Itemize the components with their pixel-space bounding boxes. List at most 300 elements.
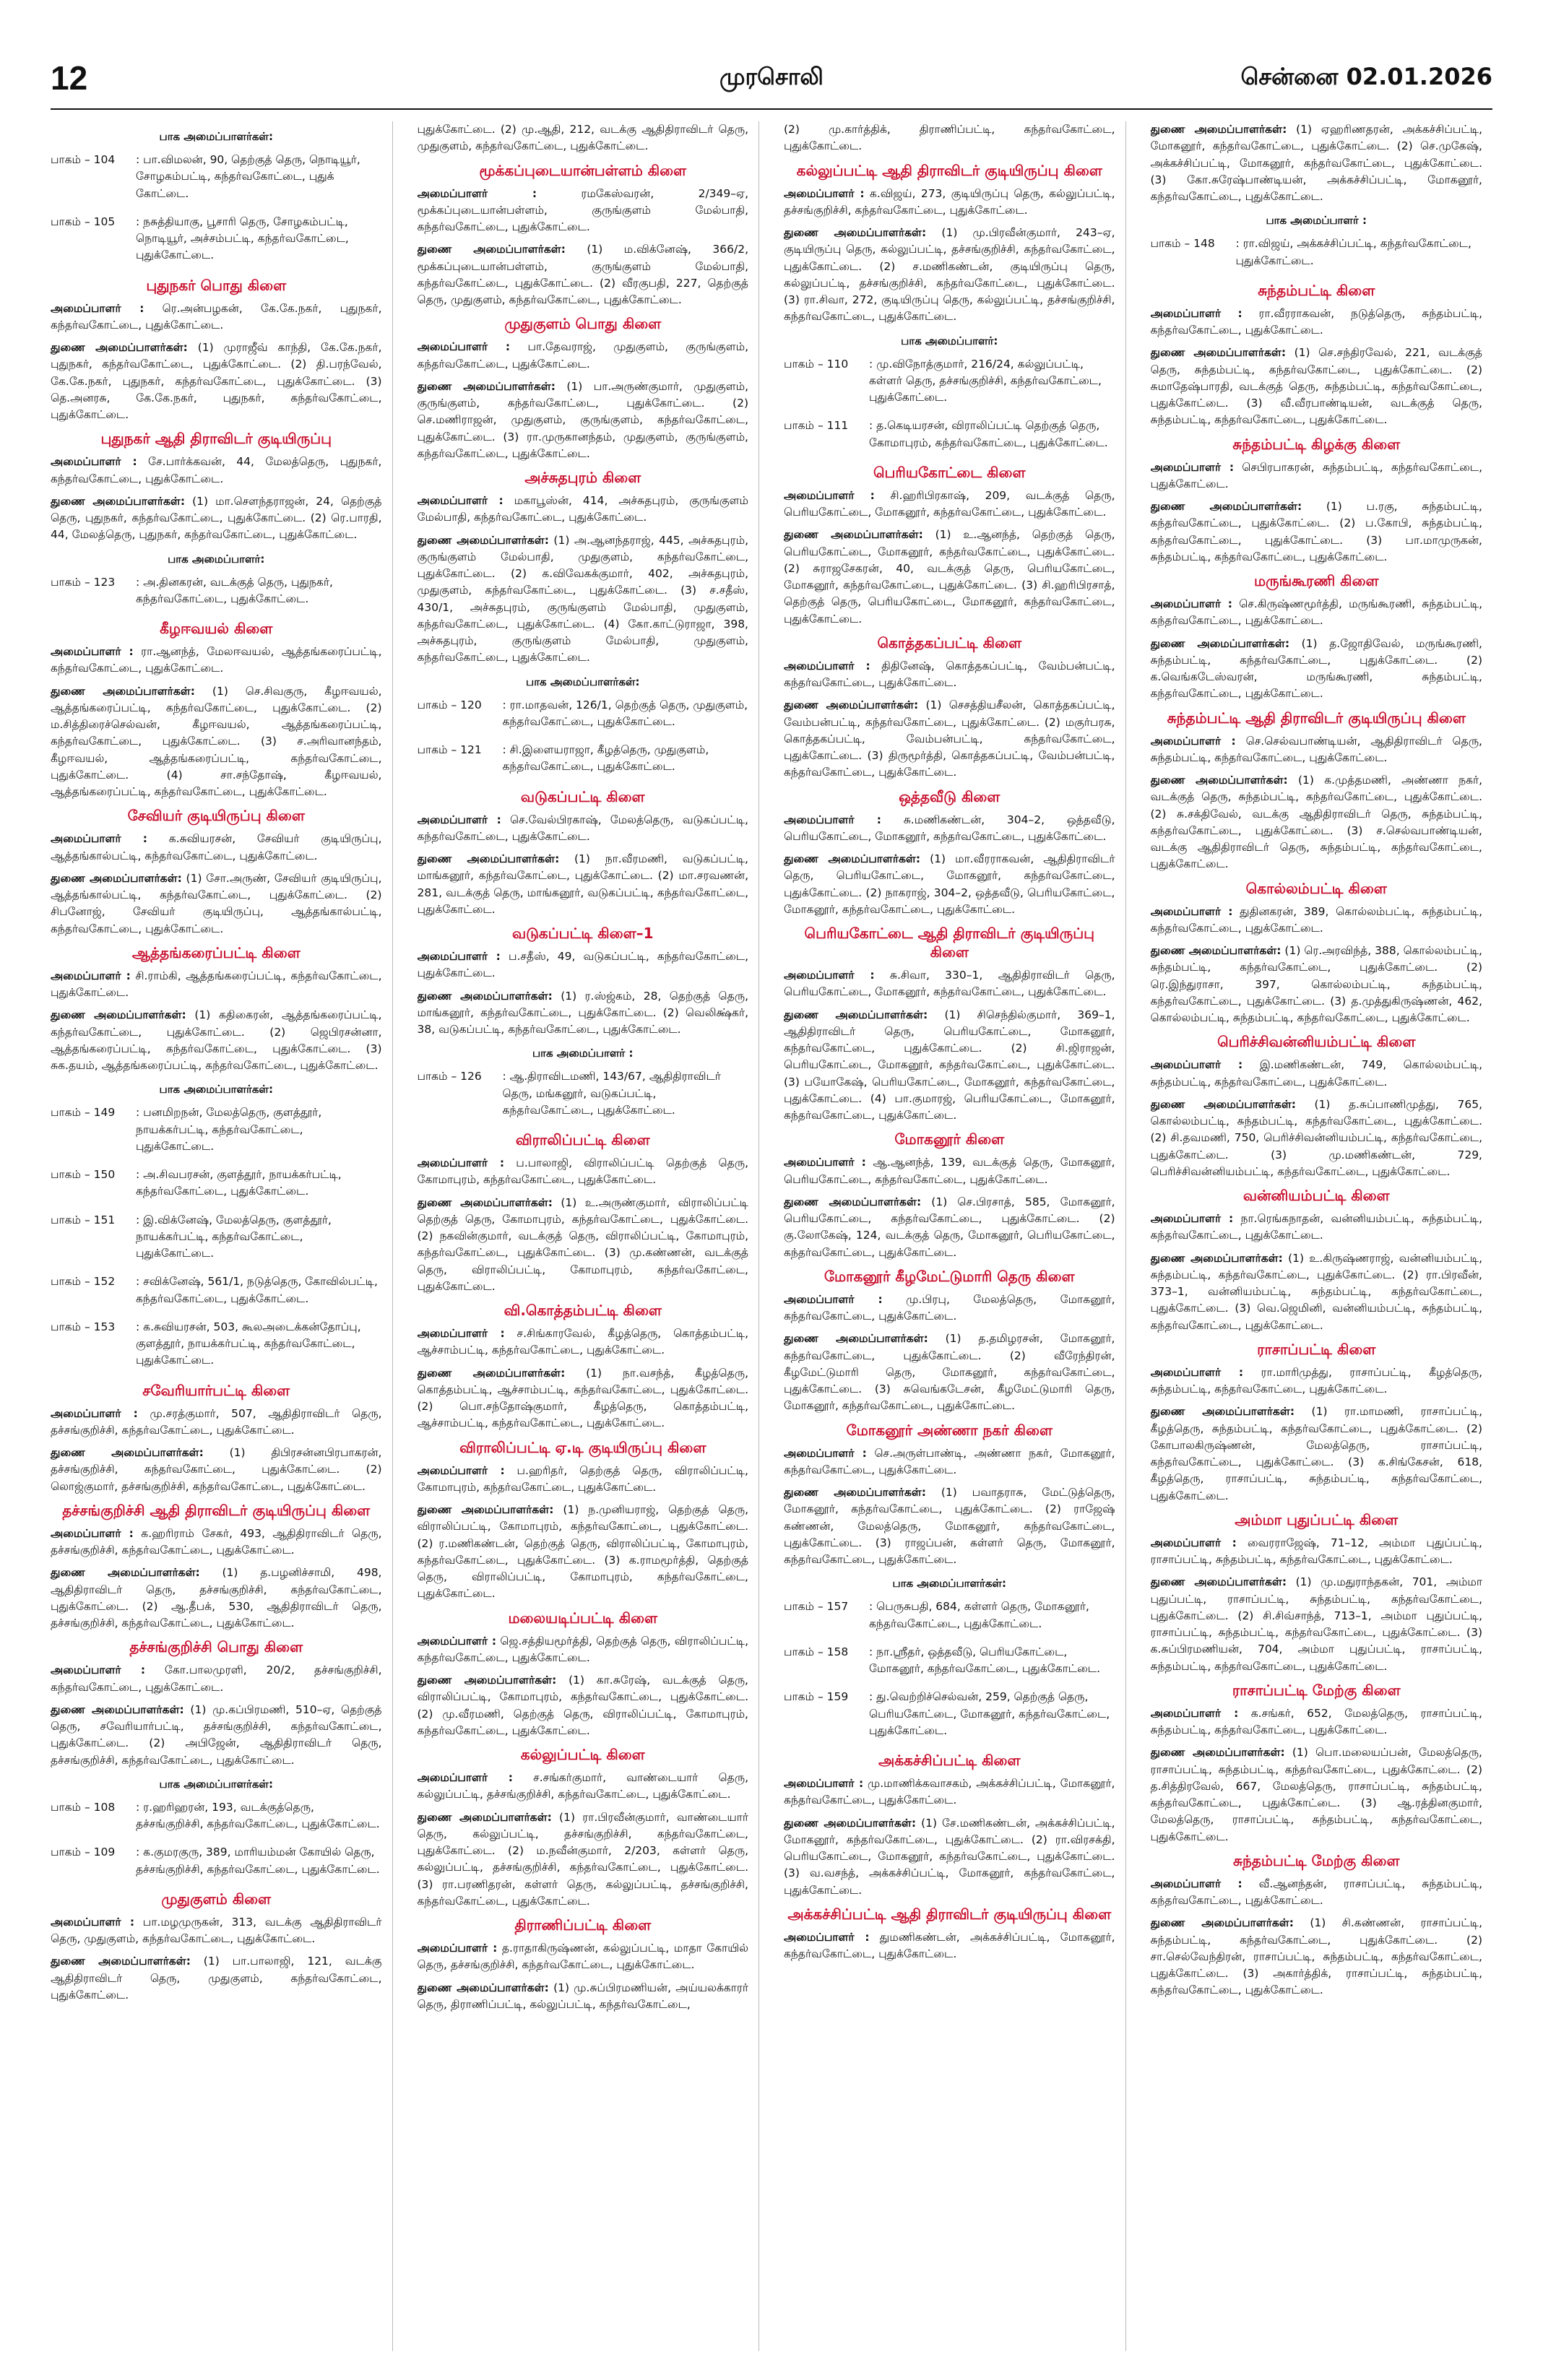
role-label: அமைப்பாளர் : bbox=[1150, 904, 1233, 918]
member-entry bbox=[784, 1484, 1115, 1568]
member-details: சே.பார்க்கவன், 44, மேலத்தெரு, புதுநகர், கந்தர்வகோட்டை, புதுக்கோட்டை. bbox=[51, 455, 382, 485]
role-label: துணை அமைப்பாளர்கள்: bbox=[784, 852, 921, 865]
branch-heading: சவேரியார்பட்டி கிளை bbox=[142, 1381, 290, 1399]
booth-entry bbox=[784, 356, 1115, 407]
branch-heading: முதுகுளம் கிளை bbox=[161, 1890, 272, 1908]
member-entry bbox=[418, 493, 749, 527]
member-details: த.ராதாகிருஷ்ணன், கல்லுப்பட்டி, மாதா கோயில் தெரு, தச்சங்குறிச்சி, கந்தர்வகோட்டை, புதுக்கோட்டை. bbox=[417, 1942, 748, 1972]
member-entry bbox=[784, 488, 1115, 522]
role-label: அமைப்பாளர் : bbox=[417, 813, 501, 826]
member-details: (1) உ.அருண்குமார், விராலிப்பட்டி தெற்குத் தெரு, கோமாபுரம், கந்தர்வகோட்டை, புதுக்கோட்டை. (2) நகவின்குமார், வடக்குத் தெரு, விராலிப்பட்டி, கோமாபுரம், கந்தர்வகோட்டை, புதுக்கோட்டை. (3) மு.கண்ணன், வடக்குத் தெரு, விராலிப்பட்டி, கோமாபுரம், கந்தர்வகோட்டை, புதுக்கோட்டை. bbox=[417, 1195, 748, 1293]
member-entry bbox=[51, 870, 382, 938]
role-label: துணை அமைப்பாளர்கள்: bbox=[417, 533, 549, 547]
member-details: (1) ரா.மாமணி, ராசாப்பட்டி, கீழத்தெரு, சுந்தம்பட்டி, கந்தர்வகோட்டை, புதுக்கோட்டை. (2) கோபாலகிருஷ்ணன், மேலத்தெரு, ராசாப்பட்டி, கந்தர்வகோட்டை, புதுக்கோட்டை. (3) க.சிங்கேசன், 618, கீழத்தெரு, ராசாப்பட்டி, சுந்தம்பட்டி, கந்தர்வகோட்டை, புதுக்கோட்டை. bbox=[1150, 1405, 1483, 1502]
role-label: துணை அமைப்பாளர்கள்: bbox=[784, 1195, 922, 1208]
member-details: (1) பொ.மலையப்பன், மேலத்தெரு, ராசாப்பட்டி, சுந்தம்பட்டி, கந்தர்வகோட்டை, புதுக்கோட்டை. (2) த.சித்திரவேல், 667, மேலத்தெரு, ராசாப்பட்டி, சுந்தம்பட்டி, கந்தர்வகோட்டை, புதுக்கோட்டை. (3) ஆ.ரத்தினகுமார், மேலத்தெரு, ராசாப்பட்டி, சுந்தம்பட்டி, கந்தர்வகோட்டை, புதுக்கோட்டை. bbox=[1150, 1746, 1482, 1843]
role-label: அமைப்பாளர் : bbox=[417, 494, 503, 507]
branch-heading: சேவியர் குடியிருப்பு கிளை bbox=[127, 807, 305, 825]
role-label: அமைப்பாளர் : bbox=[784, 1292, 883, 1306]
member-details: (1) சோ.அருண், சேவியர் குடியிருப்பு, ஆத்தங்கால்பட்டி, கந்தர்வகோட்டை, புதுக்கோட்டை. (2) சிபனோஜ், சேவியர் குடியிருப்பு, ஆத்தங்கால்பட்டி, கந்தர்வகோட்டை, புதுக்கோட்டை. bbox=[51, 871, 382, 935]
masthead bbox=[51, 56, 1492, 100]
role-label: அமைப்பாளர் : bbox=[1150, 1058, 1243, 1072]
role-label: அமைப்பாளர் : bbox=[51, 1526, 134, 1540]
role-label: அமைப்பாளர் : bbox=[1150, 1365, 1244, 1379]
booth-number: பாகம் – 151 bbox=[51, 1213, 116, 1226]
member-entry bbox=[1151, 306, 1483, 339]
member-details: செ.செல்வபாண்டியன், ஆதிதிராவிடர் தெரு, சுந்தம்பட்டி, கந்தர்வகோட்டை, புதுக்கோட்டை. bbox=[1150, 734, 1482, 764]
booth-entry bbox=[51, 1273, 382, 1307]
role-label: அமைப்பாளர் : bbox=[417, 1327, 505, 1340]
branch-heading: சுந்தம்பட்டி ஆதி திராவிடர் குடியிருப்பு கிளை bbox=[1167, 709, 1466, 727]
role-label: துணை அமைப்பாளர்கள்: bbox=[1150, 346, 1287, 360]
member-details: (1) சி.கண்ணன், ராசாப்பட்டி, சுந்தம்பட்டி, கந்தர்வகோட்டை, புதுக்கோட்டை. (2) சா.செல்வேந்திரன், ராசாப்பட்டி, சுந்தம்பட்டி, கந்தர்வகோட்டை, புதுக்கோட்டை. (3) அகார்த்திக், ராசாப்பட்டி, சுந்தம்பட்டி, கந்தர்வகோட்டை, புதுக்கோட்டை. bbox=[1150, 1916, 1482, 1997]
member-entry bbox=[418, 241, 749, 308]
member-entry bbox=[1151, 904, 1483, 938]
role-label: துணை அமைப்பாளர்கள்: bbox=[51, 1955, 191, 1968]
booth-number: பாகம் – 123 bbox=[51, 575, 116, 589]
member-details: (1) ம.விக்னேஷ், 366/2, மூக்கப்புடையான்பள்ளம், குருங்குளம் மேல்பாதி, கந்தர்வகோட்டை, புதுக்கோட்டை. (2) வீரகுபதி, 227, தெற்குத் தெரு, முதுகுளம், கந்தர்வகோட்டை, புதுக்கோட்டை. bbox=[417, 243, 748, 306]
member-entry bbox=[784, 812, 1115, 846]
booth-number: பாகம் – 126 bbox=[417, 1070, 482, 1083]
member-entry bbox=[1151, 1057, 1483, 1091]
member-entry bbox=[418, 339, 749, 373]
role-label: அமைப்பாளர் : bbox=[51, 455, 137, 469]
branch-heading: கல்லுப்பட்டி கிளை bbox=[520, 1746, 645, 1763]
role-label: துணை அமைப்பாளர்கள்: bbox=[51, 684, 195, 698]
role-label: துணை அமைப்பாளர்கள்: bbox=[417, 1366, 566, 1380]
member-details: (1) பா.பாலாஜி, 121, வடக்கு ஆதிதிராவிடர் தெரு, முதுகுளம், கந்தர்வகோட்டை, புதுக்கோட்டை. bbox=[51, 1955, 382, 2002]
member-details: திதினேஷ், கொத்தகப்பட்டி, வேம்பன்பட்டி, கந்தர்வகோட்டை, புதுக்கோட்டை. bbox=[784, 659, 1115, 689]
member-entry bbox=[1151, 1096, 1483, 1180]
subsection-heading: பாக அமைப்பாளர்: bbox=[901, 334, 998, 347]
role-label: துணை அமைப்பாளர்கள்: bbox=[1150, 500, 1302, 513]
role-label: துணை அமைப்பாளர்கள்: bbox=[51, 1702, 184, 1716]
member-details: (1) செ.பிரசாத், 585, மோகனூர், பெரியகோட்டை, கந்தர்வகோட்டை, புதுக்கோட்டை. (2) கு.லோகேஷ், 124, வடக்குத் தெரு, மோகனூர், பெரியகோட்டை, கந்தர்வகோட்டை, புதுக்கோட்டை. bbox=[784, 1195, 1115, 1259]
member-details: (1) ப.ரகு, சுந்தம்பட்டி, கந்தர்வகோட்டை, புதுக்கோட்டை. (2) ப.கோபி, சுந்தம்பட்டி, கந்தர்வகோட்டை, புதுக்கோட்டை. (3) பா.மாமுருகன், சுந்தம்பட்டி, கந்தர்வகோட்டை, புதுக்கோட்டை. bbox=[1150, 500, 1482, 563]
paper-name: முரசொலி bbox=[719, 63, 824, 90]
member-details: (1) நா.வீரமணி, வடுகப்பட்டி, மாங்கனூர், கந்தர்வகோட்டை, புதுக்கோட்டை. (2) மா.சரவணன், 281, வடக்குத் தெரு, மாங்கனூர், வடுகப்பட்டி, கந்தர்வகோட்டை, புதுக்கோட்டை. bbox=[417, 852, 748, 916]
member-details: (1) த.சுப்பாணிமுத்து, 765, கொல்லம்பட்டி, சுந்தம்பட்டி, கந்தர்வகோட்டை, புதுக்கோட்டை. (2) சி.தவமணி, 750, பெரிச்சிவன்னியம்பட்டி, கந்தர்வகோட்டை, புதுக்கோட்டை. (3) மு.மணிகண்டன், 729, பெரிச்சிவன்னியம்பட்டி, கந்தர்வகோட்டை, புதுக்கோட்டை. bbox=[1150, 1097, 1482, 1178]
booth-entry bbox=[784, 1644, 1115, 1678]
subsection-heading: பாக அமைப்பாளர்: bbox=[168, 552, 265, 566]
role-label: அமைப்பாளர் : bbox=[417, 1634, 497, 1648]
member-entry bbox=[418, 1325, 749, 1359]
booth-number: பாகம் – 120 bbox=[417, 698, 482, 711]
member-entry bbox=[51, 968, 382, 1002]
role-label: அமைப்பாளர் : bbox=[51, 645, 134, 658]
branch-heading: கொத்தகப்பட்டி கிளை bbox=[877, 633, 1022, 652]
member-entry bbox=[418, 851, 749, 918]
booth-number: பாகம் – 108 bbox=[51, 1800, 116, 1814]
member-entry bbox=[1151, 636, 1483, 703]
dateline: சென்னை 02.01.2026 bbox=[1240, 63, 1492, 90]
member-details: ப.பாலாஜி, விராலிப்பட்டி தெற்குத் தெரு, கோமாபுரம், கந்தர்வகோட்டை, புதுக்கோட்டை. bbox=[417, 1156, 748, 1187]
booth-details: : பெருசுபதி, 684, கள்ளர் தெரு, மோகனூர், கந்தர்வகோட்டை, புதுக்கோட்டை. bbox=[869, 1600, 1089, 1630]
member-entry bbox=[418, 532, 749, 667]
member-entry bbox=[51, 493, 382, 544]
member-entry bbox=[418, 1463, 749, 1497]
role-label: துணை அமைப்பாளர்கள்: bbox=[1150, 1746, 1285, 1760]
member-entry bbox=[1151, 498, 1483, 566]
member-entry bbox=[784, 1929, 1115, 1963]
branch-heading: ஆத்தங்கரைப்பட்டி கிளை bbox=[131, 943, 301, 961]
role-label: அமைப்பாளர் : bbox=[417, 1771, 513, 1784]
member-details: செ.கிருஷ்ணமூர்த்தி, மருங்கூரணி, சுந்தம்பட்டி, கந்தர்வகோட்டை, புதுக்கோட்டை. bbox=[1150, 597, 1483, 628]
member-entry bbox=[51, 644, 382, 678]
member-details: ப.ஹரிதர், தெற்குத் தெரு, விராலிப்பட்டி, கோமாபுரம், கந்தர்வகோட்டை, புதுக்கோட்டை. bbox=[417, 1463, 748, 1494]
booth-entry bbox=[784, 417, 1115, 451]
booth-number: பாகம் – 109 bbox=[51, 1845, 116, 1859]
role-label: அமைப்பாளர் : bbox=[784, 488, 875, 502]
booth-number: பாகம் – 111 bbox=[784, 419, 849, 433]
booth-details: : க.குமரகுரு, 389, மாரியம்மன் கோயில் தெரு, தச்சங்குறிச்சி, கந்தர்வகோட்டை, புதுக்கோட்டை. bbox=[136, 1845, 380, 1876]
member-details: (1) க.முத்தமணி, அண்ணா நகர், வடக்குத் தெரு, சுந்தம்பட்டி, கந்தர்வகோட்டை, புதுக்கோட்டை. (2) சு.சக்திவேல், வடக்கு ஆதிதிராவிடர் தெரு, சுந்தம்பட்டி, கந்தர்வகோட்டை, புதுக்கோட்டை. (3) ச.செல்வபாண்டியன், வடக்கு ஆதிதிராவிடர் தெரு, சுந்தம்பட்டி, கந்தர்வகோட்டை, புதுக்கோட்டை. bbox=[1150, 774, 1483, 871]
role-label: அமைப்பாளர் : bbox=[1150, 1536, 1237, 1549]
member-entry bbox=[51, 831, 382, 865]
member-details: துதினகரன், 389, கொல்லம்பட்டி, சுந்தம்பட்டி, கந்தர்வகோட்டை, புதுக்கோட்டை. bbox=[1150, 904, 1482, 935]
member-entry bbox=[51, 1445, 382, 1495]
booth-entry bbox=[784, 1689, 1115, 1739]
role-label: துணை அமைப்பாளர்கள்: bbox=[784, 1486, 926, 1499]
member-details: பா.மழமுருகன், 313, வடக்கு ஆதிதிராவிடர் தெரு, முதுகுளம், கந்தர்வகோட்டை, புதுக்கோட்டை. bbox=[51, 1915, 382, 1945]
role-label: அமைப்பாளர் : bbox=[784, 1446, 867, 1460]
role-label: துணை அமைப்பாளர்கள்: bbox=[1150, 774, 1288, 787]
booth-details: : து.வெற்றிச்செல்வன், 259, தெற்குத் தெரு, பெரியகோட்டை, மோகனூர், கந்தர்வகோட்டை, புதுக்கோட்டை. bbox=[869, 1690, 1110, 1737]
member-details: பா.தேவராஜ், முதுகுளம், குருங்குளம், கந்தர்வகோட்டை, புதுக்கோட்டை. bbox=[417, 340, 748, 371]
member-details: (1) செ.சந்திரவேல், 221, வடக்குத் தெரு, சுந்தம்பட்டி, கந்தர்வகோட்டை, புதுக்கோட்டை. (2) சுமாதேஷ்பாரதி, வடக்குத் தெரு, சுந்தம்பட்டி, கந்தர்வகோட்டை, புதுக்கோட்டை. (3) வீ.வீரபாண்டியன், வடக்குத் தெரு, சுந்தம்பட்டி, கந்தர்வகோட்டை, புதுக்கோட்டை. bbox=[1150, 346, 1482, 427]
booth-details: : சி.இளையராஜா, கீழத்தெரு, முதுகுளம், கந்தர்வகோட்டை, புதுக்கோட்டை. bbox=[502, 743, 709, 774]
branch-heading: மோகனூர் அண்ணா நகர் கிளை bbox=[846, 1421, 1053, 1439]
member-details: (1) ர.ஸ்ஜ்கம், 28, தெற்குத் தெரு, மாங்கனூர், கந்தர்வகோட்டை, புதுக்கோட்டை. (2) வெலிக்ஷ்கர், 38, வடுகப்பட்டி, கந்தர்வகோட்டை, புதுக்கோட்டை. bbox=[417, 989, 748, 1036]
member-entry bbox=[418, 1672, 749, 1739]
branch-heading: மோகனூர் கிளை bbox=[894, 1130, 1005, 1148]
member-entry bbox=[1151, 1403, 1483, 1505]
booth-entry bbox=[51, 152, 382, 202]
role-label: துணை அமைப்பாளர்கள்: bbox=[417, 243, 566, 256]
member-entry bbox=[51, 1702, 382, 1769]
member-details: (1) பா.அருண்குமார், முதுகுளம், குருங்குளம், கந்தர்வகோட்டை, புதுக்கோட்டை. (2) செ.மணிராஜன், முதுகுளம், குருங்குளம், கந்தர்வகோட்டை, புதுக்கோட்டை. (3) ரா.முருகானந்தம், முதுகுளம், குருங்குளம், கந்தர்வகோட்டை, புதுக்கோட்டை. bbox=[417, 379, 748, 460]
role-label: துணை அமைப்பாளர்கள்: bbox=[417, 1503, 554, 1516]
role-label: துணை அமைப்பாளர்கள்: bbox=[1150, 636, 1290, 650]
member-entry bbox=[1151, 1876, 1483, 1910]
member-details: (1) முராஜீவ் காந்தி, கே.கே.நகர், புதுநகர், கந்தர்வகோட்டை, புதுக்கோட்டை. (2) தி.பரந்வேல், கே.கே.நகர், புதுநகர், கந்தர்வகோட்டை, புதுக்கோட்டை. (3) தெ.அனரசு, கே.கே.நகர், புதுநகர், கந்தர்வகோட்டை, புதுக்கோட்டை. bbox=[51, 341, 382, 421]
role-label: துணை அமைப்பாளர்கள்: bbox=[1150, 1575, 1287, 1589]
role-label: அமைப்பாளர் : bbox=[51, 832, 148, 846]
member-entry bbox=[1151, 596, 1483, 630]
article-columns bbox=[51, 121, 1492, 2351]
booth-entry bbox=[51, 1844, 382, 1878]
member-entry bbox=[51, 1914, 382, 1948]
member-entry bbox=[51, 1007, 382, 1074]
booth-number: பாகம் – 150 bbox=[51, 1168, 116, 1181]
role-label: அமைப்பாளர் : bbox=[784, 1777, 864, 1790]
member-entry bbox=[418, 1195, 749, 1296]
member-entry bbox=[784, 1007, 1115, 1125]
member-entry bbox=[418, 1980, 749, 2014]
role-label: அமைப்பாளர் : bbox=[1150, 734, 1236, 748]
member-entry bbox=[784, 967, 1115, 1001]
member-details: மகாபூஸ்ன், 414, அச்சுதபுரம், குருங்குளம் மேல்பாதி, கந்தர்வகோட்டை, புதுக்கோட்டை. bbox=[417, 494, 748, 524]
member-entry bbox=[51, 683, 382, 801]
member-details: (1) ரா.பிரவீன்குமார், வாண்டையார் தெரு, கல்லுப்பட்டி, தச்சங்குறிச்சி, கந்தர்வகோட்டை, புதுக்கோட்டை. (2) ம.நவீன்குமார், 2/203, கள்ளர் தெரு, கல்லுப்பட்டி, தச்சங்குறிச்சி, கந்தர்வகோட்டை, புதுக்கோட்டை. (3) ரா.பரணிதரன், கள்ளர் தெரு, கல்லுப்பட்டி, தச்சங்குறிச்சி, கந்தர்வகோட்டை, புதுக்கோட்டை. bbox=[417, 1810, 748, 1908]
booth-details: : பா.விமலன், 90, தெற்குத் தெரு, நொடியூர், சோழகம்பட்டி, கந்தர்வகோட்டை, புதுக் கோட்டை. bbox=[136, 153, 360, 200]
branch-heading: விராலிப்பட்டி ஏ.டி குடியிருப்பு கிளை bbox=[459, 1438, 706, 1456]
branch-heading: மருங்கூரணி கிளை bbox=[1253, 572, 1379, 589]
role-label: அமைப்பாளர் : bbox=[784, 969, 875, 982]
member-entry bbox=[1151, 772, 1483, 873]
role-label: துணை அமைப்பாளர்கள்: bbox=[51, 494, 186, 508]
booth-details: : நசுத்தியாகு, பூசாரி தெரு, சோழகம்பட்டி, நொடியூர், அச்சம்பட்டி, கந்தர்வகோட்டை, புதுக்கோட்டை. bbox=[136, 215, 349, 262]
member-entry bbox=[1151, 1744, 1483, 1845]
role-label: அமைப்பாளர் : bbox=[51, 969, 131, 982]
booth-details: : த.கெடியரசன், விராலிப்பட்டி தெற்குத் தெரு, கோமாபுரம், கந்தர்வகோட்டை, புதுக்கோட்டை. bbox=[869, 419, 1108, 449]
column-1 bbox=[51, 121, 393, 2351]
member-details: மு.மாணிக்கவாசகம், அக்கச்சிப்பட்டி, மோகனூர், கந்தர்வகோட்டை, புதுக்கோட்டை. bbox=[784, 1777, 1115, 1807]
member-entry bbox=[784, 658, 1115, 692]
member-entry bbox=[784, 225, 1115, 326]
booth-number: பாகம் – 157 bbox=[784, 1600, 849, 1614]
member-entry bbox=[418, 988, 749, 1039]
member-entry bbox=[418, 948, 749, 982]
booth-number: பாகம் – 121 bbox=[417, 743, 482, 756]
role-label: துணை அமைப்பாளர்கள்: bbox=[784, 226, 927, 239]
member-details: (1) ஏஹரிணதரன், அக்கச்சிப்பட்டி, மோகனூர், கந்தர்வகோட்டை, புதுக்கோட்டை. (2) செ.முகேஷ், அக்கச்சிப்பட்டி, மோகனூர், கந்தர்வகோட்டை, புதுக்கோட்டை. (3) கோ.சுரேஷ்பாண்டியன், அக்கச்சிப்பட்டி, மோகனூர், கந்தர்வகோட்டை, புதுக்கோட்டை. bbox=[1150, 123, 1482, 203]
role-label: துணை அமைப்பாளர்கள்: bbox=[417, 1981, 549, 1994]
role-label: அமைப்பாளர் : bbox=[784, 813, 881, 826]
column-3 bbox=[784, 121, 1126, 2351]
member-entry bbox=[418, 1770, 749, 1804]
member-details: மு.சரத்குமார், 507, ஆதிதிராவிடர் தெரு, தச்சங்குறிச்சி, கந்தர்வகோட்டை, புதுக்கோட்டை. bbox=[51, 1406, 382, 1437]
member-entry bbox=[51, 454, 382, 488]
subsection-heading: பாக அமைப்பாளர்கள்: bbox=[526, 675, 640, 688]
member-details: (1) பவாதராசு, மேட்டுத்தெரு, மோகனூர், கந்தர்வகோட்டை, புதுக்கோட்டை. (2) ராஜேஷ் கண்ணன், மேலத்தெரு, மோகனூர், கந்தர்வகோட்டை, புதுக்கோட்டை. (3) ராஜப்பன், கள்ளர் தெரு, மோகனூர், கந்தர்வகோட்டை, புதுக்கோட்டை. bbox=[784, 1486, 1115, 1566]
booth-entry bbox=[784, 1598, 1115, 1632]
subsection-heading: பாக அமைப்பாளர் : bbox=[532, 1047, 634, 1060]
member-entry bbox=[51, 1953, 382, 2004]
role-label: அமைப்பாளர் : bbox=[1150, 597, 1232, 610]
member-details: (1) திபிரசன்னபிரபாகரன், தச்சங்குறிச்சி, கந்தர்வகோட்டை, புதுக்கோட்டை. (2) லொஜ்குமார், தச்சங்குறிச்சி, கந்தர்வகோட்டை, புதுக்கோட்டை. bbox=[51, 1446, 382, 1493]
booth-details: : ர.ஹரிஹரன், 193, வடக்குத்தெரு, தச்சங்குறிச்சி, கந்தர்வகோட்டை, புதுக்கோட்டை. bbox=[136, 1800, 380, 1830]
member-details: (1) நா.வசந்த், கீழத்தெரு, கொத்தம்பட்டி, ஆச்சாம்பட்டி, கந்தர்வகோட்டை, புதுக்கோட்டை. (2) பொ.சந்தோஷ்குமார், கீழத்தெரு, கொத்தம்பட்டி, ஆச்சாம்பட்டி, கந்தர்வகோட்டை, புதுக்கோட்டை. bbox=[417, 1366, 748, 1430]
member-details: வைரராஜேஷ், 71–12, அம்மா புதுப்பட்டி, ராசாப்பட்டி, சுந்தம்பட்டி, கந்தர்வகோட்டை, புதுக்கோட்டை. bbox=[1150, 1536, 1482, 1566]
member-details: (1) செசத்தியசீலன், கொத்தகப்பட்டி, வேம்பன்பட்டி, கந்தர்வகோட்டை, புதுக்கோட்டை. (2) மகுர்பரசு, கொத்தகப்பட்டி, வேம்பன்பட்டி, கந்தர்வகோட்டை, புதுக்கோட்டை. (3) திருமூர்த்தி, கொத்தகப்பட்டி, வேம்பன்பட்டி, கந்தர்வகோட்டை, புதுக்கோட்டை. bbox=[784, 698, 1115, 779]
booth-details: : நா.ஸ்ரீதர், ஒத்தவீடு, பெரியகோட்டை, மோகனூர், கந்தர்வகோட்டை, புதுக்கோட்டை. bbox=[869, 1645, 1101, 1675]
page-number: 12 bbox=[51, 59, 88, 97]
member-details: செபிரபாகரன், சுந்தம்பட்டி, கந்தர்வகோட்டை, புதுக்கோட்டை. bbox=[1150, 460, 1482, 490]
branch-heading: ஒத்தவீடு கிளை bbox=[899, 787, 1000, 805]
role-label: துணை அமைப்பாளர்கள்: bbox=[1150, 1251, 1283, 1265]
role-label: அமைப்பாளர் : bbox=[417, 950, 501, 963]
booth-entry bbox=[418, 1068, 749, 1119]
member-details: (1) ரெ.அரவிந்த், 388, கொல்லம்பட்டி, சுந்தம்பட்டி, கந்தர்வகோட்டை, புதுக்கோட்டை. (2) ரெ.இந்துராசா, 397, கொல்லம்பட்டி, சுந்தம்பட்டி, கந்தர்வகோட்டை, புதுக்கோட்டை. (3) த.முத்துகிருஷ்ணன், 462, கொல்லம்பட்டி, சுந்தம்பட்டி, கந்தர்வகோட்டை, புதுக்கோட்டை. bbox=[1150, 944, 1482, 1024]
branch-heading: கொல்லம்பட்டி கிளை bbox=[1245, 879, 1387, 897]
member-details: செ.அருள்பாண்டி, அண்ணா நகர், மோகனூர், கந்தர்வகோட்டை, புதுக்கோட்டை. bbox=[784, 1446, 1115, 1476]
role-label: துணை அமைப்பாளர்கள்: bbox=[417, 852, 560, 865]
role-label: அமைப்பாளர் : bbox=[1150, 460, 1235, 474]
role-label: துணை அமைப்பாளர்கள்: bbox=[417, 1195, 553, 1209]
role-label: துணை அமைப்பாளர்கள்: bbox=[51, 1008, 186, 1022]
member-details: ச.சிங்காரவேல், கீழத்தெரு, கொத்தம்பட்டி, ஆச்சாம்பட்டி, கந்தர்வகோட்டை, புதுக்கோட்டை. bbox=[417, 1327, 748, 1357]
role-label: துணை அமைப்பாளர்கள்: bbox=[1150, 1916, 1294, 1930]
member-entry bbox=[784, 186, 1115, 220]
subsection-heading: பாக அமைப்பாளர்கள்: bbox=[159, 1083, 273, 1096]
member-details: (1) த.பழனிச்சாமி, 498, ஆதிதிராவிடர் தெரு, தச்சங்குறிச்சி, கந்தர்வகோட்டை, புதுக்கோட்டை. (2) ஆ.தீபக், 530, ஆதிதிராவிடர் தெரு, தச்சங்குறிச்சி, கந்தர்வகோட்டை, புதுக்கோட்டை. bbox=[51, 1566, 382, 1630]
booth-details: : அ.தினகரன், வடக்குத் தெரு, புதுநகர், கந்தர்வகோட்டை, புதுக்கோட்டை. bbox=[136, 575, 333, 605]
member-details: (1) செ.சிவகுரு, கீழஈவயல், ஆத்தங்கரைப்பட்டி, கந்தர்வகோட்டை, புதுக்கோட்டை. (2) ம.சித்திரைச்செல்வன், கீழஈவயல், ஆத்தங்கரைப்பட்டி, கந்தர்வகோட்டை, புதுக்கோட்டை. (3) ச.அரிவானந்தம், கீழஈவயல், ஆத்தங்கரைப்பட்டி, கந்தர்வகோட்டை, புதுக்கோட்டை. (4) சா.சந்தோஷ், கீழஈவயல், ஆத்தங்கரைப்பட்டி, கந்தர்வகோட்டை, புதுக்கோட்டை. bbox=[51, 684, 382, 798]
subsection-heading: பாக அமைப்பாளர்கள்: bbox=[159, 1777, 273, 1791]
member-entry bbox=[1151, 1705, 1483, 1739]
member-entry bbox=[784, 1194, 1115, 1261]
booth-number: பாகம் – 153 bbox=[51, 1320, 116, 1333]
role-label: அமைப்பாளர் : bbox=[417, 340, 511, 354]
role-label: அமைப்பாளர் : bbox=[784, 1930, 870, 1944]
member-entry bbox=[784, 527, 1115, 628]
member-entry bbox=[1151, 1915, 1483, 1999]
role-label: துணை அமைப்பாளர்கள்: bbox=[784, 1332, 928, 1346]
member-entry bbox=[51, 1526, 382, 1559]
booth-entry bbox=[418, 697, 749, 731]
role-label: அமைப்பாளர் : bbox=[784, 659, 870, 672]
role-label: துணை அமைப்பாளர்கள்: bbox=[784, 1816, 917, 1830]
member-details: சு.மணிகண்டன், 304–2, ஒத்தவீடு, பெரியகோட்டை, மோகனூர், கந்தர்வகோட்டை, புதுக்கோட்டை. bbox=[784, 813, 1115, 843]
booth-number: பாகம் – 158 bbox=[784, 1645, 849, 1658]
branch-heading: அக்கச்சிப்பட்டி ஆதி திராவிடர் குடியிருப்பு கிளை bbox=[787, 1905, 1112, 1923]
branch-heading: ராசாப்பட்டி கிளை bbox=[1257, 1340, 1376, 1358]
booth-details: : பனமிறநன், மேலத்தெரு, குளத்தூர், நாயக்கர்பட்டி, கந்தர்வகோட்டை, புதுக்கோட்டை. bbox=[136, 1106, 322, 1153]
role-label: துணை அமைப்பாளர்கள்: bbox=[51, 1566, 200, 1580]
member-entry bbox=[418, 1633, 749, 1667]
member-details: ரா.மாரிமுத்து, ராசாப்பட்டி, கீழத்தெரு, சுந்தம்பட்டி, கந்தர்வகோட்டை, புதுக்கோட்டை. bbox=[1150, 1365, 1482, 1395]
role-label: துணை அமைப்பாளர்கள்: bbox=[1150, 944, 1281, 957]
member-details: (1) மு.சுப்பிரமணியன், அய்யலக்காரர் தெரு, திராணிப்பட்டி, கல்லுப்பட்டி, கந்தர்வகோட்டை, bbox=[417, 1981, 748, 2011]
member-entry bbox=[784, 1291, 1115, 1325]
member-details: (1) மு.மதுராந்தகன், 701, அம்மா புதுப்பட்டி, ராசாப்பட்டி, சுந்தம்பட்டி, கந்தர்வகோட்டை, புதுக்கோட்டை. (2) சி.சிவ்சாந்த், 713–1, அம்மா புதுப்பட்டி, ராசாப்பட்டி, சுந்தம்பட்டி, கந்தர்வகோட்டை, புதுக்கோட்டை. (3) க.சுப்பிரமணியன், 704, அம்மா புதுப்பட்டி, ராசாப்பட்டி, சுந்தம்பட்டி, கந்தர்வகோட்டை, புதுக்கோட்டை. bbox=[1150, 1575, 1483, 1673]
member-entry bbox=[1151, 1250, 1483, 1334]
booth-number: பாகம் – 105 bbox=[51, 215, 116, 228]
subsection-heading: பாக அமைப்பாளர்கள்: bbox=[159, 130, 273, 143]
member-details: சி.ஹரிபிரகாஷ், 209, வடக்குத் தெரு, பெரியகோட்டை, மோகனூர், கந்தர்வகோட்டை, புதுக்கோட்டை. bbox=[784, 488, 1115, 519]
member-details: க.சுவியரசன், சேவியர் குடியிருப்பு, ஆத்தங்கால்பட்டி, கந்தர்வகோட்டை, புதுக்கோட்டை. bbox=[51, 832, 382, 862]
column-2 bbox=[418, 121, 760, 2351]
member-details: க.விஜய், 273, குடியிருப்பு தெரு, கல்லுப்பட்டி, தச்சங்குறிச்சி, கந்தர்வகோட்டை, புதுக்கோட்டை. bbox=[784, 186, 1115, 217]
member-details: (1) மு.கப்பிரமணி, 510–ஏ, தெற்குத் தெரு, சவேரியார்பட்டி, தச்சங்குறிச்சி, கந்தர்வகோட்டை, புதுக்கோட்டை. (2) அபிஜேன், ஆதிதிராவிடர் தெரு, தச்சங்குறிச்சி, கந்தர்வகோட்டை, புதுக்கோட்டை. bbox=[51, 1702, 382, 1767]
member-details: (1) மா.வீரராகவன், ஆதிதிராவிடர் தெரு, பெரியகோட்டை, மோகனூர், கந்தர்வகோட்டை, புதுக்கோட்டை. (2) நாகராஜ், 304–2, ஒத்தவீடு, பெரியகோட்டை, மோகனூர், கந்தர்வகோட்டை, புதுக்கோட்டை. bbox=[784, 852, 1115, 916]
member-entry bbox=[784, 851, 1115, 918]
member-details: ரா.ஆனந்த், மேலஈவயல், ஆத்தங்கரைப்பட்டி, கந்தர்வகோட்டை, புதுக்கோட்டை. bbox=[51, 645, 382, 675]
role-label: அமைப்பாளர் : bbox=[1150, 306, 1242, 320]
branch-heading: பெரிச்சிவன்னியம்பட்டி கிளை bbox=[1217, 1033, 1416, 1051]
masthead-rule bbox=[51, 108, 1492, 110]
booth-entry bbox=[51, 1104, 382, 1155]
member-details: (1) த.ஜோதிவேல், மருங்கூரணி, சுந்தம்பட்டி, கந்தர்வகோட்டை, புதுக்கோட்டை. (2) க.வெங்கடேஸ்வரன், மருங்கூரணி, சுந்தம்பட்டி, கந்தர்வகோட்டை, புதுக்கோட்டை. bbox=[1150, 636, 1482, 701]
branch-heading: தச்சங்குறிச்சி பொது கிளை bbox=[129, 1638, 303, 1656]
member-details: ரா.வீரராகவன், நடுத்தெரு, சுந்தம்பட்டி, கந்தர்வகோட்டை, புதுக்கோட்டை. bbox=[1150, 306, 1482, 337]
member-details: ஜெ.சத்தியமூர்த்தி, தெற்குத் தெரு, விராலிப்பட்டி, கந்தர்வகோட்டை, புதுக்கோட்டை. bbox=[417, 1634, 748, 1664]
booth-entry bbox=[1151, 235, 1483, 269]
branch-heading: சுந்தம்பட்டி கிழக்கு கிளை bbox=[1232, 435, 1401, 453]
member-details: ஆ.ஆனந்த், 139, வடக்குத் தெரு, மோகனூர், பெரியகோட்டை, கந்தர்வகோட்டை, புதுக்கோட்டை. bbox=[784, 1156, 1115, 1186]
role-label: துணை அமைப்பாளர்கள்: bbox=[784, 698, 919, 712]
member-details: சு.சிவா, 330–1, ஆதிதிராவிடர் தெரு, பெரியகோட்டை, மோகனூர், கந்தர்வகோட்டை, புதுக்கோட்டை. bbox=[784, 969, 1115, 999]
member-details: மு.பிரபு, மேலத்தெரு, மோகனூர், கந்தர்வகோட்டை, புதுக்கோட்டை. bbox=[784, 1292, 1115, 1323]
branch-heading: ராசாப்பட்டி மேற்கு கிளை bbox=[1232, 1681, 1401, 1699]
branch-heading: மலையடிப்பட்டி கிளை bbox=[508, 1609, 658, 1627]
role-label: துணை அமைப்பாளர்கள்: bbox=[1150, 1097, 1297, 1111]
branch-heading: வடுகப்பட்டி கிளை bbox=[520, 787, 645, 805]
branch-heading: வி.கொத்தம்பட்டி கிளை bbox=[503, 1302, 662, 1319]
branch-heading: பெரியகோட்டை கிளை bbox=[873, 463, 1026, 481]
branch-heading: மூக்கப்புடையான்பள்ளம் கிளை bbox=[479, 161, 687, 179]
branch-heading: வடுகப்பட்டி கிளை–1 bbox=[511, 925, 654, 942]
role-label: துணை அமைப்பாளர்கள்: bbox=[417, 1810, 552, 1824]
role-label: அமைப்பாளர் : bbox=[1150, 1212, 1234, 1225]
member-details: ரமகேஸ்வரன், 2/349–ஏ, மூக்கப்புடையான்பள்ளம், குருங்குளம் மேல்பாதி, கந்தர்வகோட்டை, புதுக்கோட்டை. bbox=[417, 186, 748, 233]
booth-details: : அ.சிவபரசன், குளத்தூர், நாயக்கர்பட்டி, கந்தர்வகோட்டை, புதுக்கோட்டை. bbox=[136, 1168, 342, 1198]
member-entry bbox=[1151, 459, 1483, 493]
branch-heading: பெரியகோட்டை ஆதி திராவிடர் குடியிருப்பு கிளை bbox=[804, 925, 1094, 961]
member-details: இ.மணிகண்டன், 749, கொல்லம்பட்டி, சுந்தம்பட்டி, கந்தர்வகோட்டை, புதுக்கோட்டை. bbox=[1150, 1058, 1483, 1089]
role-label: துணை அமைப்பாளர்கள்: bbox=[784, 528, 923, 542]
role-label: துணை அமைப்பாளர்கள்: bbox=[1150, 1405, 1295, 1419]
booth-number: பாகம் – 149 bbox=[51, 1106, 116, 1120]
member-entry bbox=[1151, 1535, 1483, 1569]
booth-entry bbox=[51, 214, 382, 264]
member-entry bbox=[418, 1940, 749, 1974]
member-entry bbox=[418, 812, 749, 846]
booth-details: : மு.விநோத்குமார், 216/24, கல்லுப்பட்டி, கள்ளர் தெரு, தச்சங்குறிச்சி, கந்தர்வகோட்டை, புதுக்கோட்டை. bbox=[869, 357, 1102, 404]
role-label: துணை அமைப்பாளர்கள்: bbox=[51, 341, 188, 354]
member-details: க.சங்கர், 652, மேலத்தெரு, ராசாப்பட்டி, சுந்தம்பட்டி, கந்தர்வகோட்டை, புதுக்கோட்டை. bbox=[1150, 1706, 1482, 1736]
member-details: வீ.ஆனந்தன், ராசாப்பட்டி, சுந்தம்பட்டி, கந்தர்வகோட்டை, புதுக்கோட்டை. bbox=[1150, 1877, 1482, 1907]
branch-heading: புதுநகர் பொது கிளை bbox=[146, 276, 287, 294]
member-details: துமணிகண்டன், அக்கச்சிப்பட்டி, மோகனூர், கந்தர்வகோட்டை, புதுக்கோட்டை. bbox=[784, 1930, 1115, 1960]
role-label: துணை அமைப்பாளர்கள்: bbox=[784, 1008, 928, 1021]
booth-number: பாகம் – 104 bbox=[51, 153, 116, 166]
role-label: துணை அமைப்பாளர்கள்: bbox=[417, 379, 556, 393]
member-entry bbox=[51, 339, 382, 423]
booth-number: பாகம் – 148 bbox=[1150, 237, 1215, 251]
member-entry bbox=[784, 1330, 1115, 1414]
booth-number: பாகம் – 159 bbox=[784, 1690, 849, 1704]
member-entry bbox=[418, 1502, 749, 1603]
member-details: (1) மா.சௌந்தராஜன், 24, தெற்குத் தெரு, புதுநகர், கந்தர்வகோட்டை, புதுக்கோட்டை. (2) ரெ.பாரதி, 44, மேலத்தெரு, புதுநகர், கந்தர்வகோட்டை, புதுக்கோட்டை. bbox=[51, 494, 382, 542]
booth-details: : ஆ.திராவிடமணி, 143/67, ஆதிதிராவிடர் தெரு, மங்கனூர், வடுகப்பட்டி, கந்தர்வகோட்டை, புதுக்கோட்டை. bbox=[502, 1070, 721, 1117]
member-entry bbox=[51, 1565, 382, 1632]
role-label: துணை அமைப்பாளர்கள்: bbox=[51, 871, 182, 885]
branch-heading: சுந்தம்பட்டி கிளை bbox=[1258, 281, 1375, 299]
member-entry bbox=[1151, 1574, 1483, 1675]
role-label: அமைப்பாளர் : bbox=[417, 1463, 505, 1477]
subsection-heading: பாக அமைப்பாளர் : bbox=[1266, 214, 1367, 228]
booth-number: பாகம் – 152 bbox=[51, 1275, 116, 1289]
member-entry bbox=[784, 1445, 1115, 1479]
member-entry bbox=[1151, 345, 1483, 428]
booth-entry bbox=[51, 574, 382, 608]
booth-entry bbox=[51, 1212, 382, 1263]
member-entry bbox=[418, 1365, 749, 1432]
role-label: அமைப்பாளர் : bbox=[1150, 1706, 1239, 1720]
branch-heading: விராலிப்பட்டி கிளை bbox=[515, 1131, 650, 1148]
member-entry bbox=[418, 1809, 749, 1911]
member-entry bbox=[784, 121, 1115, 155]
member-details: நா.ரெங்கநாதன், வன்னியம்பட்டி, சுந்தம்பட்டி, கந்தர்வகோட்டை, புதுக்கோட்டை. bbox=[1150, 1212, 1482, 1242]
role-label: அமைப்பாளர் : bbox=[784, 1156, 866, 1169]
member-entry bbox=[51, 1662, 382, 1696]
booth-entry bbox=[51, 1799, 382, 1833]
member-details: (1) ந.முனியராஜ், தெற்குத் தெரு, விராலிப்பட்டி, கோமாபுரம், கந்தர்வகோட்டை, புதுக்கோட்டை. (2) ர.மணிகண்டன், தெற்குத் தெரு, விராலிப்பட்டி, கோமாபுரம், கந்தர்வகோட்டை, புதுக்கோட்டை. (3) க.ராமமூர்த்தி, தெற்குத் தெரு, விராலிப்பட்டி, கோமாபுரம், கந்தர்வகோட்டை, புதுக்கோட்டை. bbox=[417, 1503, 748, 1601]
member-details: (1) உ.கிருஷ்ணராஜ், வன்னியம்பட்டி, சுந்தம்பட்டி, கந்தர்வகோட்டை, புதுக்கோட்டை. (2) ரா.பிரவீன், 373–1, வன்னியம்பட்டி, சுந்தம்பட்டி, கந்தர்வகோட்டை, புதுக்கோட்டை. (3) வெ.ஜெமினி, வன்னியம்பட்டி, சுந்தம்பட்டி, கந்தர்வகோட்டை, புதுக்கோட்டை. bbox=[1150, 1251, 1483, 1332]
member-details: (1) சே.மணிகண்டன், அக்கச்சிப்பட்டி, மோகனூர், கந்தர்வகோட்டை, புதுக்கோட்டை. (2) ரா.விரசக்தி, பெரியகோட்டை, மோகனூர், கந்தர்வகோட்டை, புதுக்கோட்டை. (3) வ.வசந்த், அக்கச்சிப்பட்டி, மோகனூர், கந்தர்வகோட்டை, புதுக்கோட்டை. bbox=[784, 1816, 1115, 1897]
